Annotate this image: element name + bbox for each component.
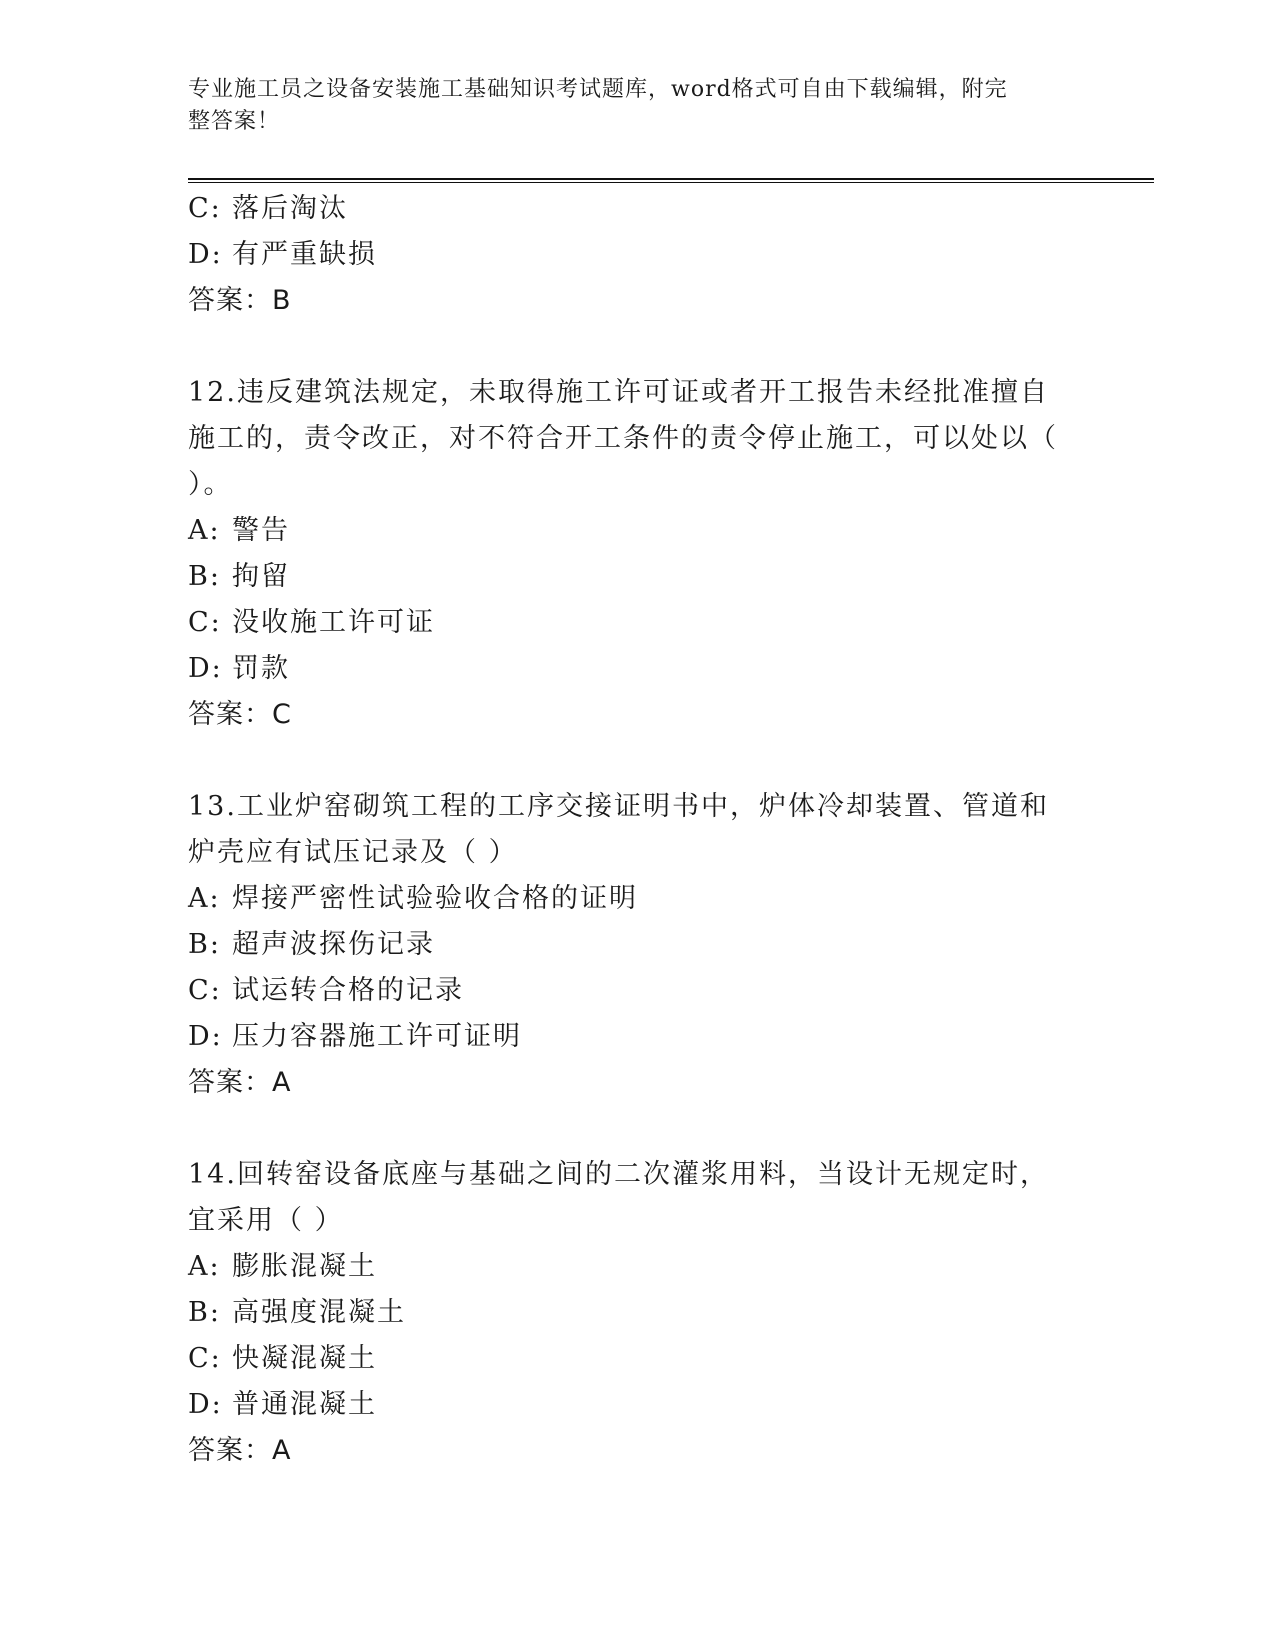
- option-a: A: 焊接严密性试验验收合格的证明: [188, 883, 638, 914]
- question-list: [188, 186, 1068, 1474]
- option-d: D: 有严重缺损: [188, 239, 377, 270]
- question-14: [188, 1152, 1068, 1474]
- option-b: B: 拘留: [188, 561, 290, 592]
- answer-line: 答案：C: [188, 699, 292, 730]
- option-d: D: 压力容器施工许可证明: [188, 1021, 522, 1052]
- question-text: 12.违反建筑法规定，未取得施工许可证或者开工报告未经批准擅自施工的，责令改正，对不符合开工条件的责令停止施工，可以处以（ ）。: [188, 377, 1058, 500]
- question-text: 13.工业炉窑砌筑工程的工序交接证明书中，炉体冷却装置、管道和炉壳应有试压记录及（ ）: [188, 791, 1049, 868]
- header-line-2: 整答案！: [188, 109, 281, 134]
- option-a: A: 警告: [188, 515, 290, 546]
- answer-line: 答案：B: [188, 285, 292, 316]
- option-a: A: 膨胀混凝土: [188, 1251, 377, 1282]
- spacer: [188, 1106, 1068, 1152]
- header-divider: [188, 178, 1154, 183]
- option-c: C: 试运转合格的记录: [188, 975, 464, 1006]
- option-b: B: 超声波探伤记录: [188, 929, 435, 960]
- option-c: C: 没收施工许可证: [188, 607, 435, 638]
- option-c: C: 快凝混凝土: [188, 1343, 377, 1374]
- question-13: [188, 784, 1068, 1106]
- option-b: B: 高强度混凝土: [188, 1297, 406, 1328]
- question-12: [188, 370, 1068, 738]
- question-text: 14.回转窑设备底座与基础之间的二次灌浆用料，当设计无规定时，宜采用（ ）: [188, 1159, 1049, 1236]
- option-c: C: 落后淘汰: [188, 193, 348, 224]
- prev-question-block: [188, 186, 1068, 324]
- option-d: D: 普通混凝土: [188, 1389, 377, 1420]
- spacer: [188, 738, 1068, 784]
- spacer: [188, 324, 1068, 370]
- document-header: [188, 74, 1068, 138]
- header-line-1: 专业施工员之设备安装施工基础知识考试题库，word格式可自由下载编辑，附完: [188, 77, 1008, 102]
- answer-line: 答案：A: [188, 1067, 292, 1098]
- option-d: D: 罚款: [188, 653, 290, 684]
- answer-line: 答案：A: [188, 1435, 292, 1466]
